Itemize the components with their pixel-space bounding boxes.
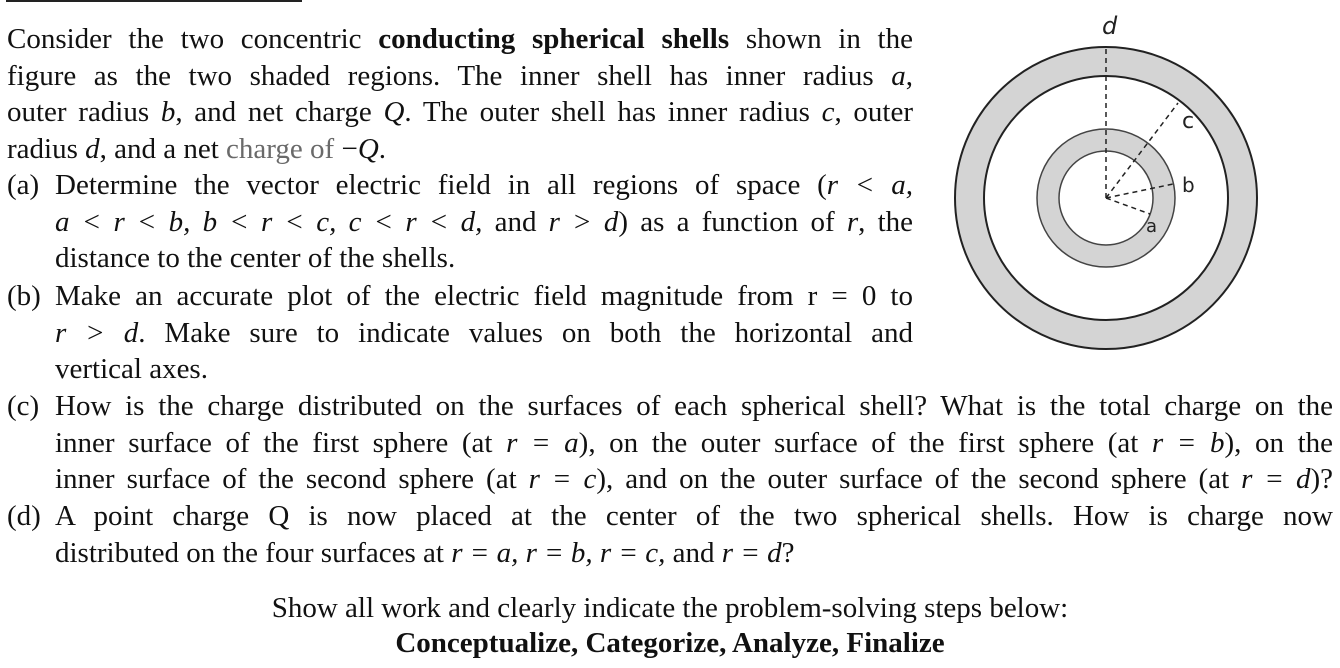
part-d-line-1: A point charge Q is now placed at the center of the two spherical shells. How is charge now (55, 500, 1333, 532)
part-a-line-3: distance to the center of the shells. (55, 242, 456, 274)
concentric-shells-figure (940, 0, 1280, 360)
label-c: c (1182, 109, 1195, 134)
intro-line-3: outer radius b, and net charge Q. The outer shell has inner radius c, outer (7, 96, 913, 128)
label-b: b (1182, 173, 1195, 197)
part-b-line-3: vertical axes. (55, 353, 208, 385)
part-d-label: (d) (7, 500, 41, 532)
label-d: d (1102, 12, 1118, 40)
intro-line-4: radius d, and a net charge of −Q. (7, 132, 387, 165)
part-d-line-2: distributed on the four surfaces at r = a, r = b, r = c, and r = d? (55, 536, 795, 569)
part-c-line-2: inner surface of the first sphere (at r = a), on the outer surface of the first sphere (at r = b), on the (55, 426, 1333, 459)
part-a-line-2: a < r < b, b < r < c, c < r < d, and r > d) as a function of r, the (55, 205, 913, 238)
part-c-line-1: How is the charge distributed on the surfaces of each spherical shell? What is the total charge on the (55, 390, 1333, 422)
work-instruction: Show all work and clearly indicate the problem-solving steps below: (271, 592, 1069, 624)
part-a-line-1: Determine the vector electric field in all regions of space (r < a, (55, 169, 913, 201)
part-b-line-2: r > d. Make sure to indicate values on both the horizontal and (55, 316, 914, 349)
part-c-line-3: inner surface of the second sphere (at r = c), and on the outer surface of the second sphere (at r = d)? (55, 463, 1334, 495)
intro-line-2: figure as the two shaded regions. The inner shell has inner radius a, (7, 59, 913, 92)
part-b-line-1: Make an accurate plot of the electric field magnitude from r = 0 to (55, 280, 913, 312)
intro-line-1: Consider the two concentric conducting spherical shells shown in the (7, 23, 913, 55)
label-a: a (1146, 216, 1158, 237)
part-a-label: (a) (7, 169, 40, 201)
top-rule (6, 0, 302, 2)
problem-solving-steps: Conceptualize, Categorize, Analyze, Finalize (395, 627, 945, 659)
part-c-label: (c) (7, 390, 40, 422)
part-b-label: (b) (7, 280, 41, 312)
